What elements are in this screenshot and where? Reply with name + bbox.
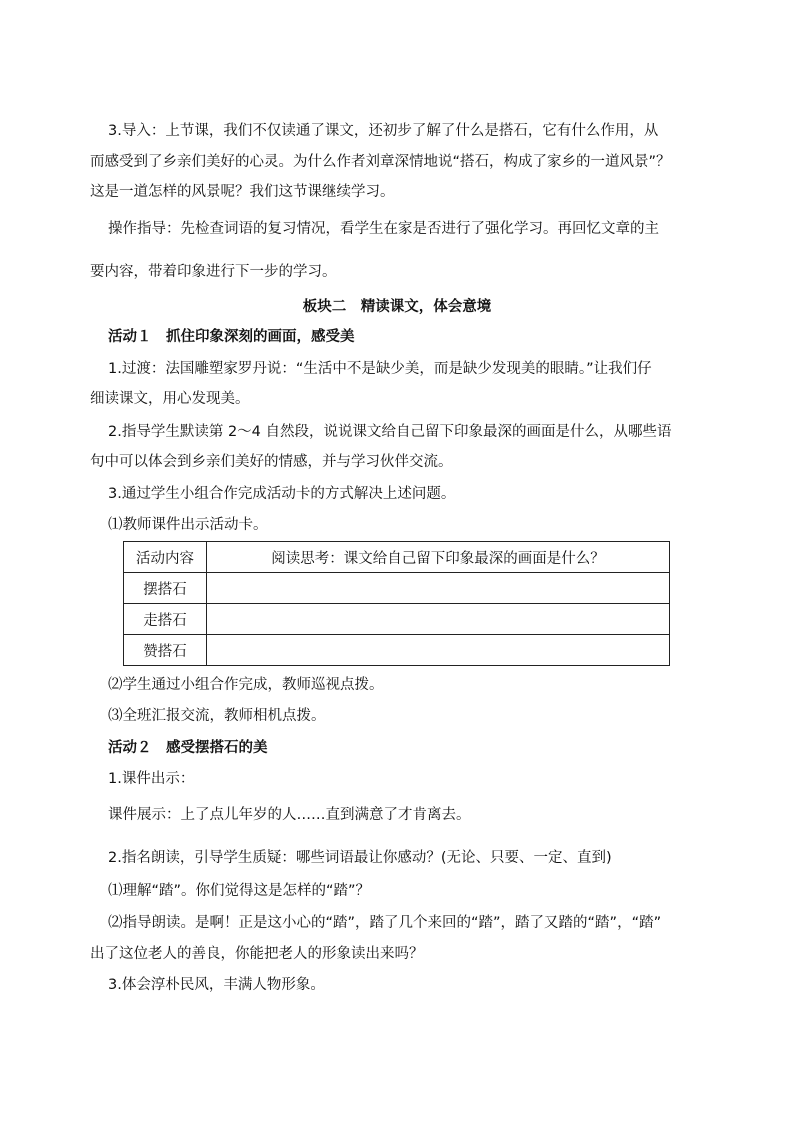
table-row <box>124 635 670 666</box>
table-row <box>124 542 670 573</box>
intro-paragraph-line-2: 而感受到了乡亲们美好的心灵。为什么作者刘章深情地说“搭石，构成了家乡的一道风景”？ <box>90 154 671 170</box>
table-row-label: 摆搭石 <box>124 573 207 604</box>
intro-paragraph-line-1: 3.导入：上节课，我们不仅读通了课文，还初步了解了什么是搭石，它有什么作用，从 <box>108 123 659 139</box>
table-cell-empty <box>207 635 670 666</box>
activity-1-title: 活动１ 抓住印象深刻的画面，感受美 <box>108 329 355 345</box>
activity-2-title: 活动２ 感受摆搭石的美 <box>108 740 268 756</box>
activity-2-sub-2-line-2: 出了这位老人的善良，你能把老人的形象读出来吗？ <box>90 946 424 962</box>
activity-card-table <box>123 541 670 666</box>
activity-2-sub-2-line-1: ⑵指导朗读。是啊！正是这小心的“踏”，踏了几个来回的“踏”，踏了又踏的“踏”，“踏” <box>108 915 662 931</box>
activity-1-paragraph-2-line-2: 句中可以体会到乡亲们美好的情感，并与学习伙伴交流。 <box>90 454 453 470</box>
table-header-left: 活动内容 <box>124 542 207 573</box>
activity-1-paragraph-3: 3.通过学生小组合作完成活动卡的方式解决上述问题。 <box>108 486 456 502</box>
activity-1-paragraph-2-line-1: 2.指导学生默读第 2～4 自然段，说说课文给自己留下印象最深的画面是什么，从哪些语 <box>108 424 672 440</box>
table-row-label: 赞搭石 <box>124 635 207 666</box>
activity-1-sub-3: ⑶全班汇报交流，教师相机点拨。 <box>108 708 326 724</box>
activity-1-paragraph-1-line-1: 1.过渡：法国雕塑家罗丹说：“生活中不是缺少美，而是缺少发现美的眼睛。”让我们仔 <box>108 361 652 377</box>
activity-1-sub-1: ⑴教师课件出示活动卡。 <box>108 517 268 533</box>
activity-2-paragraph-3: 3.体会淳朴民风，丰满人物形象。 <box>108 977 325 993</box>
table-row-label: 走搭石 <box>124 604 207 635</box>
guide-paragraph-line-1: 操作指导：先检查词语的复习情况，看学生在家是否进行了强化学习。再回忆文章的主 <box>108 221 659 237</box>
guide-paragraph-line-2: 要内容，带着印象进行下一步的学习。 <box>90 264 337 280</box>
section-title: 板块二 精读课文，体会意境 <box>302 299 492 315</box>
courseware-showcase: 课件展示：上了点儿年岁的人……直到满意了才肯离去。 <box>108 807 471 823</box>
activity-1-sub-2: ⑵学生通过小组合作完成，教师巡视点拨。 <box>108 677 384 693</box>
table-cell-empty <box>207 573 670 604</box>
activity-2-paragraph-2: 2.指名朗读，引导学生质疑：哪些词语最让你感动？(无论、只要、一定、直到) <box>108 850 612 866</box>
table-row <box>124 573 670 604</box>
activity-1-paragraph-1-line-2: 细读课文，用心发现美。 <box>90 391 250 407</box>
activity-2-paragraph-1: 1.课件出示： <box>108 771 195 787</box>
table-cell-empty <box>207 604 670 635</box>
intro-paragraph-line-3: 这是一道怎样的风景呢？我们这节课继续学习。 <box>90 184 395 200</box>
activity-2-sub-1: ⑴理解“踏”。你们觉得这是怎样的“踏”？ <box>108 883 371 899</box>
table-header-right: 阅读思考：课文给自己留下印象最深的画面是什么？ <box>207 542 670 573</box>
table-row <box>124 604 670 635</box>
